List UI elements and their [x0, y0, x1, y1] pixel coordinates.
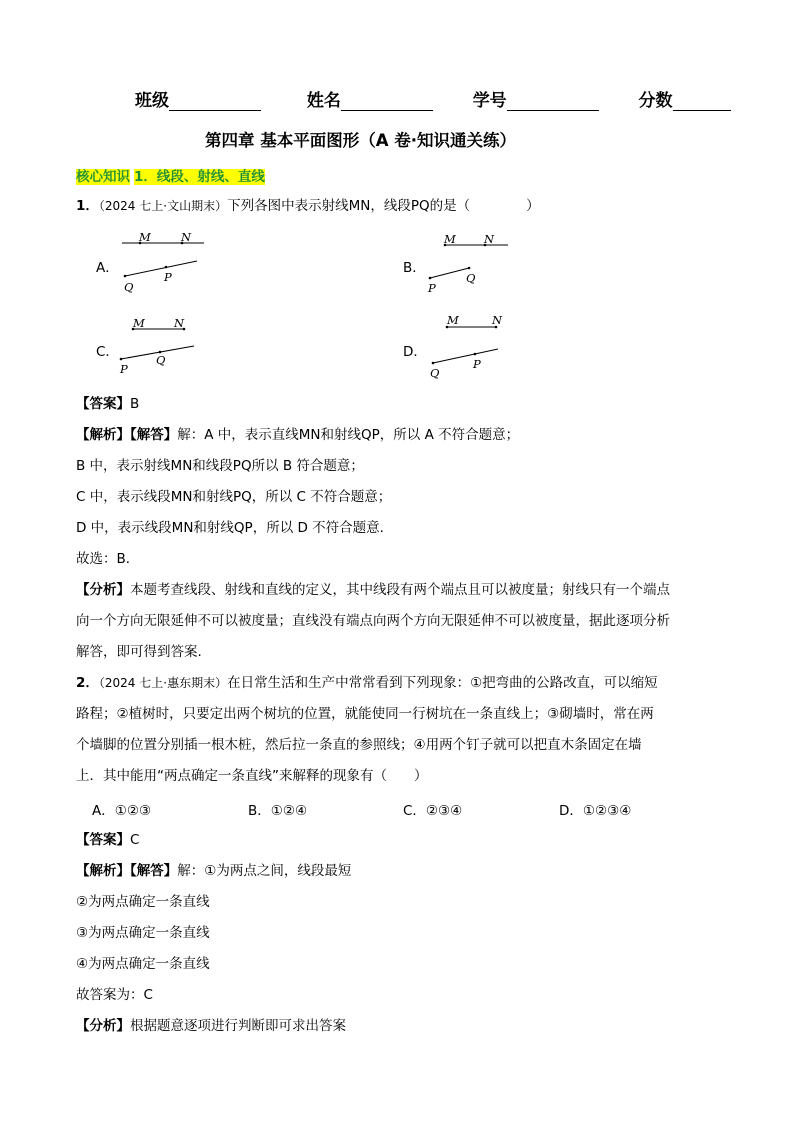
- q2-analysis-line-4: ④为两点确定一条直线: [76, 956, 210, 972]
- q1-analysis-line-4: D 中，表示线段MN和射线QP，所以 D 不符合题意．: [76, 520, 394, 536]
- q1-option-b-letter[interactable]: B．: [403, 260, 426, 276]
- q2-analysis-text-1: 解：①为两点之间，线段最短: [177, 863, 352, 879]
- q1-analysis-line-3: C 中，表示线段MN和射线PQ，所以 C 不符合题意；: [76, 489, 392, 505]
- q2-analysis-line-2: ②为两点确定一条直线: [76, 894, 210, 910]
- q1-d-label-q: Q: [430, 366, 440, 380]
- q1-analysis-line-2: B 中，表示射线MN和线段PQ所以 B 符合题意；: [76, 458, 364, 474]
- q1-answer-value: B: [130, 396, 140, 412]
- q1-c-label-p: P: [120, 362, 128, 376]
- q1-fenxi-line-3: 解答，即可得到答案.: [76, 644, 202, 660]
- q2-analysis-line-1: [76, 862, 351, 880]
- q2-stem-line-2: 路程；②植树时，只要定出两个树坑的位置，就能使同一行树坑在一条直线上；③砌墙时，常在两: [76, 706, 654, 722]
- q2-number: 2．: [76, 675, 99, 691]
- id-label: 学号: [472, 91, 507, 111]
- q1-source: （2024 七上·文山期末）: [98, 199, 228, 213]
- q1-b-label-n: N: [484, 232, 495, 246]
- q1-fenxi-line-2: 向一个方向无限延伸不可以被度量；直线没有端点向两个方向无限延伸不可以被度量，据此逐项分析: [76, 613, 670, 629]
- q1-b-label-q: Q: [466, 271, 476, 285]
- q1-c-label-q: Q: [156, 353, 166, 367]
- q1-option-d-letter[interactable]: D．: [403, 344, 427, 360]
- q2-answer-tag: 【答案】: [76, 832, 130, 848]
- q1-answer-tag: 【答案】: [76, 396, 130, 412]
- q2-source: （2024 七上·惠东期末）: [98, 676, 228, 690]
- q1-b-label-p: P: [428, 281, 436, 295]
- q1-fenxi-text-1: 本题考查线段、射线和直线的定义，其中线段有两个端点且可以被度量；射线只有一个端点: [130, 582, 670, 598]
- q1-a-label-m: M: [139, 230, 151, 244]
- q2-stem-line-3: 个墙脚的位置分别插一根木桩，然后拉一条直的参照线；④用两个钉子就可以把直木条固定在墙: [76, 737, 642, 753]
- q1-d-label-p: P: [473, 357, 481, 371]
- q1-d-label-m: M: [447, 313, 459, 327]
- q2-stem-line-1: [76, 674, 658, 692]
- q2-fenxi: [76, 1017, 346, 1035]
- q2-analysis-tag: 【解析】【解答】: [76, 863, 178, 879]
- q2-fenxi-tag: 【分析】: [76, 1018, 130, 1034]
- class-label: 班级: [135, 91, 169, 111]
- q2-option-b[interactable]: B．①②④: [248, 803, 308, 819]
- q2-answer: [76, 831, 139, 849]
- section-text: 1．线段、射线、直线: [134, 169, 265, 185]
- q1-d-label-n: N: [492, 313, 503, 327]
- q2-stem-line-4: 上．其中能用“两点确定一条直线”来解释的现象有（ ）: [76, 768, 428, 784]
- q2-analysis-line-3: ③为两点确定一条直线: [76, 925, 210, 941]
- q1-analysis-text-1: 解：A 中，表示直线MN和射线QP，所以 A 不符合题意；: [177, 427, 520, 443]
- q2-fenxi-text: 根据题意逐项进行判断即可求出答案: [130, 1018, 346, 1034]
- q1-number: 1．: [76, 198, 99, 214]
- q1-b-label-m: M: [444, 232, 456, 246]
- q2-option-a[interactable]: A．①②③: [92, 803, 152, 819]
- q2-option-c[interactable]: C．②③④: [403, 803, 463, 819]
- q1-a-label-n: N: [181, 230, 192, 244]
- q1-option-a-letter[interactable]: A．: [96, 260, 119, 276]
- section-tag: 核心知识: [76, 169, 130, 185]
- score-label: 分数: [638, 91, 673, 111]
- q2-answer-value: C: [130, 832, 140, 848]
- page-title: 第四章 基本平面图形（A 卷·知识通关练）: [205, 131, 517, 150]
- q2-stem-text-1: 在日常生活和生产中常常看到下列现象：①把弯曲的公路改直，可以缩短: [227, 675, 658, 691]
- name-label: 姓名: [306, 91, 341, 111]
- q1-analysis-tag: 【解析】【解答】: [76, 427, 178, 443]
- q1-a-label-q: Q: [124, 280, 134, 294]
- q1-fenxi-tag: 【分析】: [76, 582, 130, 598]
- q1-choice-line: 故选：B．: [76, 551, 140, 567]
- q2-analysis-line-5: 故答案为：C: [76, 987, 153, 1003]
- q1-figure-d: [0, 0, 794, 400]
- q1-stem-text: 下列各图中表示射线MN，线段PQ的是（: [227, 198, 471, 214]
- q2-option-d[interactable]: D．①②③④: [559, 803, 632, 819]
- q1-fenxi-line-1: [76, 581, 670, 599]
- q1-c-label-n: N: [174, 316, 185, 330]
- q1-analysis-line-1: [76, 426, 519, 444]
- q1-option-c-letter[interactable]: C．: [96, 344, 119, 360]
- q1-a-label-p: P: [164, 270, 172, 284]
- q1-answer: [76, 395, 139, 413]
- q1-c-label-m: M: [133, 316, 145, 330]
- q1-stem-end: ）: [526, 198, 540, 214]
